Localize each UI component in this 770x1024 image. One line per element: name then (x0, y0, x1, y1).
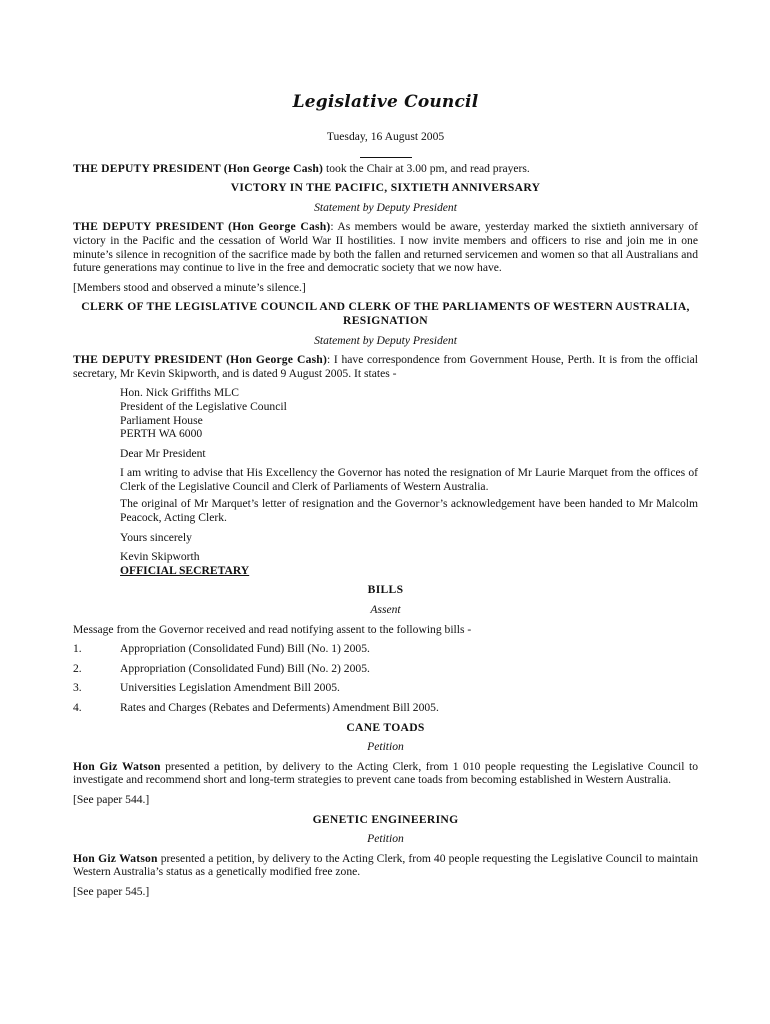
list-item (73, 681, 698, 695)
section-heading-cane-toads: CANE TOADS (346, 720, 425, 734)
list-item (73, 701, 698, 715)
section-heading-victory: VICTORY IN THE PACIFIC, SIXTIETH ANNIVERSARY (230, 181, 541, 195)
list-item-text: Rates and Charges (Rebates and Deferments) Amendment Bill 2005. (120, 701, 439, 714)
opening-text: took the Chair at 3.00 pm, and read prayers. (323, 161, 530, 175)
list-item (73, 662, 698, 676)
address-line: President of the Legislative Council (120, 399, 287, 413)
genetic-engineering-petition-text: presented a petition, by delivery to the Acting Clerk, from 40 people requesting the Legislative Council to maintain Western Australia’s status as a genetically modified free zone. (73, 851, 698, 879)
speaker-name: THE DEPUTY PRESIDENT (Hon George Cash) (73, 220, 331, 234)
victory-statement (73, 220, 698, 274)
bills-intro: Message from the Governor received and read notifying assent to the following bills - (73, 622, 472, 636)
genetic-engineering-petition (73, 852, 698, 879)
quoted-letter (120, 386, 698, 577)
clerk-statement (73, 353, 698, 380)
cane-toads-paper-ref: [See paper 544.] (73, 792, 150, 806)
letter-signatory-title: OFFICIAL SECRETARY (120, 563, 250, 577)
member-name: Hon Giz Watson (73, 759, 161, 773)
letter-signatory: Kevin Skipworth (120, 550, 200, 564)
section-subheading-victory: Statement by Deputy President (314, 200, 457, 214)
letter-paragraph: The original of Mr Marquet’s letter of resignation and the Governor’s acknowledgement have been handed to Mr Malcolm Peacock, Acting Clerk. (120, 497, 698, 525)
list-item-text: Appropriation (Consolidated Fund) Bill (No. 2) 2005. (120, 661, 370, 675)
letter-closing: Yours sincerely (120, 530, 192, 544)
section-subheading-genetic-engineering: Petition (367, 832, 404, 846)
list-item-number: 4. (73, 701, 82, 714)
address-line: PERTH WA 6000 (120, 427, 203, 441)
section-subheading-bills: Assent (370, 603, 401, 617)
letter-salutation: Dear Mr President (120, 446, 206, 460)
genetic-engineering-paper-ref: [See paper 545.] (73, 884, 150, 898)
address-line: Parliament House (120, 413, 203, 427)
speaker-name: THE DEPUTY PRESIDENT (Hon George Cash) (73, 353, 328, 367)
member-name: Hon Giz Watson (73, 851, 158, 865)
section-subheading-clerk: Statement by Deputy President (314, 333, 457, 347)
list-item-number: 3. (73, 681, 82, 695)
address-line: Hon. Nick Griffiths MLC (120, 386, 239, 400)
clerk-statement-text: : I have correspondence from Government House, Perth. It is from the official secretary, Mr Kevin Skipworth, and is dated 9 August 2005. It states - (73, 353, 699, 380)
sitting-date: Tuesday, 16 August 2005 (326, 130, 445, 143)
section-heading-clerk: CLERK OF THE LEGISLATIVE COUNCIL AND CLERK OF THE PARLIAMENTS OF WESTERN AUSTRALIA, RESIGNATION (81, 300, 690, 327)
list-item-number: 1. (73, 642, 82, 656)
list-item-text: Universities Legislation Amendment Bill 2005. (120, 681, 340, 695)
section-heading-genetic-engineering: GENETIC ENGINEERING (312, 812, 459, 826)
cane-toads-petition-text: presented a petition, by delivery to the Acting Clerk, from 1 010 people requesting the Legislative Council to investigate and recommend short and long-term strategies to prevent cane toads from becoming established in Western Australia. (73, 759, 698, 787)
victory-statement-text: : As members would be aware, yesterday marked the sixtieth anniversary of victory in the Pacific and the cessation of World War II hostilities. I now invite members and officers to rise and join me in one minute’s silence in recognition of the sacrifice made by both the fallen and returned servicemen and women so that all Australians and future generations may continue to live in the free and democratic society that we now have. (73, 220, 698, 275)
page-title: Legislative Council (292, 92, 479, 112)
letter-address (120, 386, 698, 440)
victory-note: [Members stood and observed a minute’s silence.] (73, 280, 306, 294)
opening-paragraph (73, 162, 698, 176)
section-heading-bills: BILLS (367, 583, 404, 597)
bills-list (73, 642, 698, 714)
list-item-text: Appropriation (Consolidated Fund) Bill (No. 1) 2005. (120, 642, 370, 656)
list-item (73, 642, 698, 656)
section-subheading-cane-toads: Petition (367, 740, 404, 754)
title-divider (360, 157, 412, 158)
list-item-number: 2. (73, 661, 82, 675)
speaker-name: THE DEPUTY PRESIDENT (Hon George Cash) (73, 161, 324, 175)
letter-paragraph: I am writing to advise that His Excellency the Governor has noted the resignation of Mr Laurie Marquet from the offices of Clerk of the Legislative Council and Clerk of Parliaments of Western Australia. (120, 466, 698, 493)
cane-toads-petition (73, 760, 698, 787)
hansard-page (73, 92, 698, 899)
